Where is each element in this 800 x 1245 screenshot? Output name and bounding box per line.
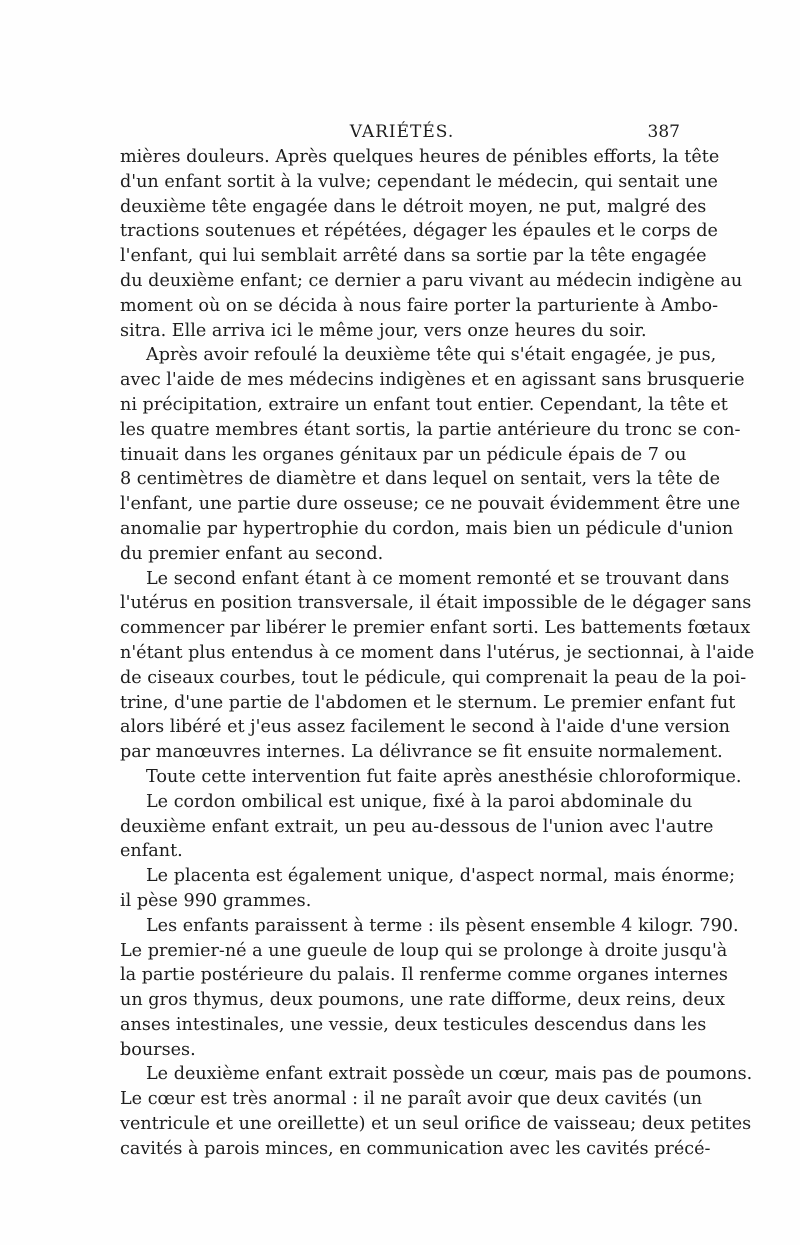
text-line: Le cœur est très anormal : il ne paraît avoir que deux cavités (un: [120, 1089, 703, 1110]
text-line: avec l'aide de mes médecins indigènes et en agissant sans brusquerie: [120, 370, 745, 391]
text-line: la partie postérieure du palais. Il renferme comme organes internes: [120, 965, 728, 986]
text-line: l'enfant, une partie dure osseuse; ce ne pouvait évidemment être une: [120, 494, 741, 515]
text-line: l'utérus en position transversale, il était impossible de le dégager sans: [120, 593, 752, 614]
text-line: anses intestinales, une vessie, deux testicules descendus dans les: [120, 1014, 707, 1035]
text-line: tractions soutenues et répétées, dégager les épaules et le corps de: [120, 221, 718, 242]
text-line: ventricule et une oreillette) et un seul orifice de vaisseau; deux petites: [120, 1114, 752, 1135]
text-line: alors libéré et j'eus assez facilement le second à l'aide d'une version: [120, 717, 730, 738]
text-line: par manœuvres internes. La délivrance se fit ensuite normalement.: [120, 742, 723, 763]
running-title: VARIÉTÉS.: [349, 122, 455, 142]
text-line: un gros thymus, deux poumons, une rate difforme, deux reins, deux: [120, 990, 725, 1011]
text-line: Le cordon ombilical est unique, fixé à la paroi abdominale du: [146, 791, 693, 812]
text-line: enfant.: [120, 841, 183, 862]
text-line: Le deuxième enfant extrait possède un cœur, mais pas de poumons.: [146, 1064, 753, 1085]
text-line: de ciseaux courbes, tout le pédicule, qui comprenait la peau de la poi-: [120, 667, 747, 688]
text-line: anomalie par hypertrophie du cordon, mais bien un pédicule d'union: [120, 518, 734, 539]
text-line: d'un enfant sortit à la vulve; cependant le médecin, qui sentait une: [120, 171, 718, 192]
text-line: deuxième enfant extrait, un peu au-dessous de l'union avec l'autre: [120, 816, 714, 837]
text-line: sitra. Elle arriva ici le même jour, vers onze heures du soir.: [120, 320, 647, 341]
text-line: moment où on se décida à nous faire porter la parturiente à Ambo-: [120, 295, 719, 316]
page-number: 387: [647, 122, 680, 142]
text-line: il pèse 990 grammes.: [120, 890, 312, 911]
text-line: Le premier-né a une gueule de loup qui se prolonge à droite jusqu'à: [120, 940, 728, 961]
text-line: l'enfant, qui lui semblait arrêté dans sa sortie par la tête engagée: [120, 246, 707, 267]
text-line: Le placenta est également unique, d'aspect normal, mais énorme;: [146, 866, 736, 887]
text-line: mières douleurs. Après quelques heures de pénibles efforts, la tête: [120, 147, 720, 167]
text-line: bourses.: [120, 1039, 196, 1060]
text-line: les quatre membres étant sortis, la partie antérieure du tronc se con-: [120, 419, 741, 440]
text-line: trine, d'une partie de l'abdomen et le sternum. Le premier enfant fut: [120, 692, 736, 713]
text-line: Le second enfant étant à ce moment remonté et se trouvant dans: [146, 568, 730, 589]
text-line: deuxième tête engagée dans le détroit moyen, ne put, malgré des: [120, 196, 707, 217]
text-line: Les enfants paraissent à terme : ils pèsent ensemble 4 kilogr. 790.: [146, 915, 739, 936]
text-line: commencer par libérer le premier enfant sorti. Les battements fœtaux: [120, 618, 751, 639]
text-line: 8 centimètres de diamètre et dans lequel on sentait, vers la tête de: [120, 469, 721, 490]
text-line: Toute cette intervention fut faite après anesthésie chloroformique.: [146, 766, 742, 787]
text-line: tinuait dans les organes génitaux par un pédicule épais de 7 ou: [120, 444, 687, 465]
text-line: du premier enfant au second.: [120, 543, 384, 564]
page-header: [118, 118, 686, 146]
text-line: n'étant plus entendus à ce moment dans l'utérus, je sectionnai, à l'aide: [120, 642, 755, 663]
text-line: ni précipitation, extraire un enfant tout entier. Cependant, la tête et: [120, 394, 728, 415]
text-line: Après avoir refoulé la deuxième tête qui s'était engagée, je pus,: [146, 345, 717, 366]
text-line: cavités à parois minces, en communication avec les cavités précé-: [120, 1138, 711, 1159]
body-text: [120, 145, 755, 1162]
text-line: du deuxième enfant; ce dernier a paru vivant au médecin indigène au: [120, 270, 743, 291]
